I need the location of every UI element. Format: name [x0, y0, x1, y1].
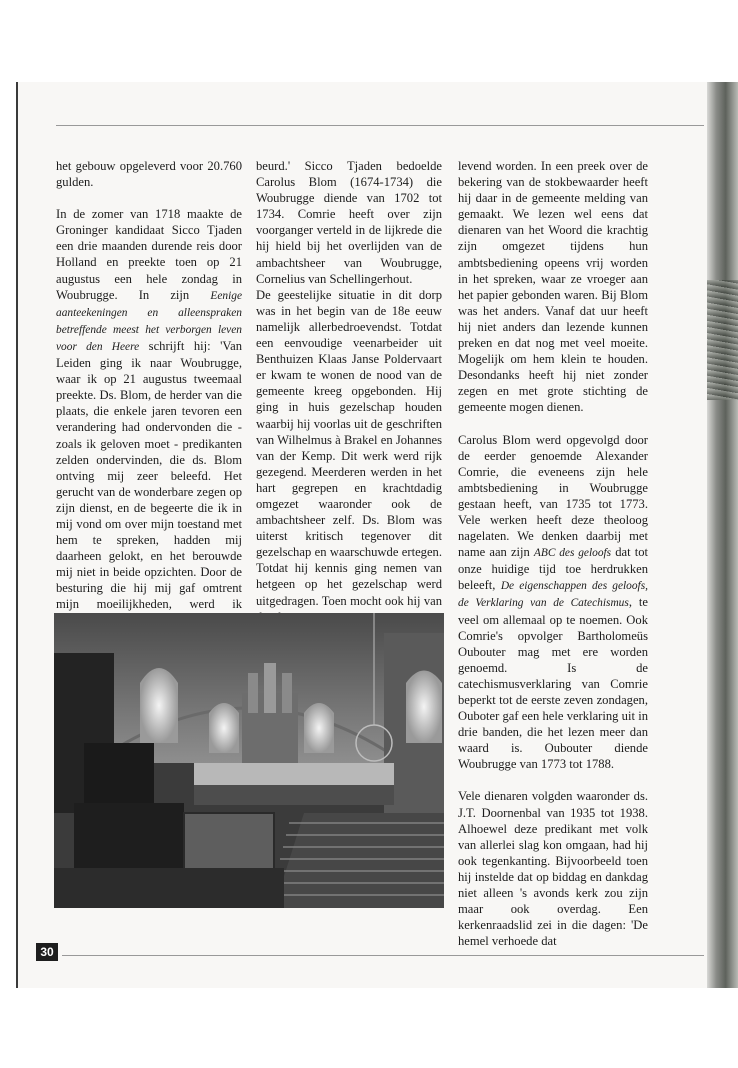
church-interior-photo — [54, 613, 444, 908]
paragraph: Vele dienaren volgden waaronder ds. J.T. Doornenbal van 1935 tot 1938. Alhoewel deze predikant met volk van allerlei slag kon omgaan, had hij ook tegenkanting. Bijvoorbeeld toen hij instelde dat op biddag en dankdag niet alleen 's avonds kerk zou zijn maar ook overdag. Een kerkenraadslid zei in die dagen: 'De hemel verhoede dat — [458, 789, 648, 949]
book-title: De eigenschappen des geloofs, de Verklaring van de Catechismus — [458, 580, 648, 610]
adjacent-page-photo-edge — [707, 280, 738, 400]
paragraph: het gebouw opgeleverd voor 20.760 gulden. — [56, 159, 242, 190]
text-column-3 — [458, 158, 648, 965]
header-rule — [56, 125, 704, 126]
book-title: ABC des geloofs — [533, 547, 612, 560]
book-title: Eenige aanteekeningen en alleenspraken betreffende meest het verborgen leven voor den Heere — [56, 289, 242, 353]
text-column-1 — [56, 158, 242, 645]
paragraph: In de zomer van 1718 maakte de Groninger kandidaat Sicco Tjaden een drie maanden durende reis door Holland en preekte toen op 21 augustus een hele zondag in Woubrugge. In zijn Eenige aanteekeningen en alleenspraken betreffende meest het verborgen leven voor den Heere schrijft hij: 'Van Leiden ging ik naar Woubrugge, waar ik op 21 augustus tweemaal preekte. Ds. Blom, de herder van die plaats, die enkele jaren tevoren een verandering had ondervonden die - zoals ik geloven moet - predikanten zelden ondervinden, die ds. Blom ontving mij zeer beleefd. Het gerucht van de wonderbare zegen op zijn dienst, en de begeerte die ik in mij vond om over mijn toestand met hem te spreken, hadden mij daarheen gelokt, en het berouwde mij niet in beide opzichten. Door de besturing die hij mij gaf omtrent mijn moeilijkheden, werd ik — [56, 207, 242, 612]
paragraph: De geestelijke situatie in dit dorp was in het begin van de 18e eeuw namelijk allerbedroevendst. Totdat een eenvoudige veenarbeider uit Benthuizen Klaas Janse Poldervaart er kwam te wonen de nood van de gemeente kreeg opgebonden. Hij ging in huis gezelschap houden waarbij hij voorlas uit de geschriften van Wilhelmus à Brakel en Johannes van der Kemp. Dit werk werd rijk gezegend. Meerderen werden in het hart gegrepen en krachtdadig omgezet waaronder ook de ambachtsheer zelf. Ds. Blom was uiterst kritisch tegenover dit gezelschap en waarschuwde ertegen. Totdat hij kennis ging nemen van hetgeen op het gezelschap werd uitgedragen. Toen mocht ook hij van — [256, 287, 442, 608]
paragraph: Carolus Blom werd opgevolgd door de eerder genoemde Alexander Comrie, die eveneens zijn hele ambtsbediening in Woubrugge gestaan heeft, van 1735 tot 1773. Vele werken heeft deze theoloog nagelaten. We denken daarbij met name aan zijn ABC des geloofs dat tot onze huidige tijd toe herdrukken beleeft, De eigenschappen des geloofs, de Verklaring van de Catechismus, te veel om allemaal op te noemen. Ook Comrie's opvolger Bartholomeüs Oubouter mag met ere worden genoemd. Is de catechismusverklaring van Comrie beperkt tot de eerste zeven zondagen, Ouboter gaf een hele verklaring uit in drie banden, die het lezen meer dan waard is. Oubouter diende Woubrugge van 1773 tot 1788. — [458, 432, 648, 772]
church-interior-illustration — [54, 613, 444, 908]
paragraph: levend worden. In een preek over de bekering van de stokbewaarder heeft hij daar in de gemeente melding van gemaakt. We lezen wel eens dat dienaren van het Woord die krachtig zijn omgezet tijdens hun ambtsbediening opeens vrij worden in het spreken, waar ze vroeger aan het papier gebonden waren. Bij Blom was het anders. Vanaf dat uur heeft hij niet anders dan lezende kunnen preken en dat nog met veel moeite. Mogelijk om hem klein te houden. Desondanks heeft hij niet zonder zegen en met grote stichting de gemeente mogen dienen. — [458, 159, 648, 415]
page-number: 30 — [36, 943, 58, 961]
paragraph: beurd.' Sicco Tjaden bedoelde Carolus Blom (1674-1734) die Woubrugge diende van 1702 tot 1734. Comrie heeft over zijn voorganger verteld in de lijkrede die hij hield bij het overlijden van de ambachtsheer van Woubrugge, Cornelius van Schellingerhout. — [256, 159, 442, 286]
text-column-2 — [256, 158, 442, 641]
adjacent-page-edge — [707, 82, 738, 988]
